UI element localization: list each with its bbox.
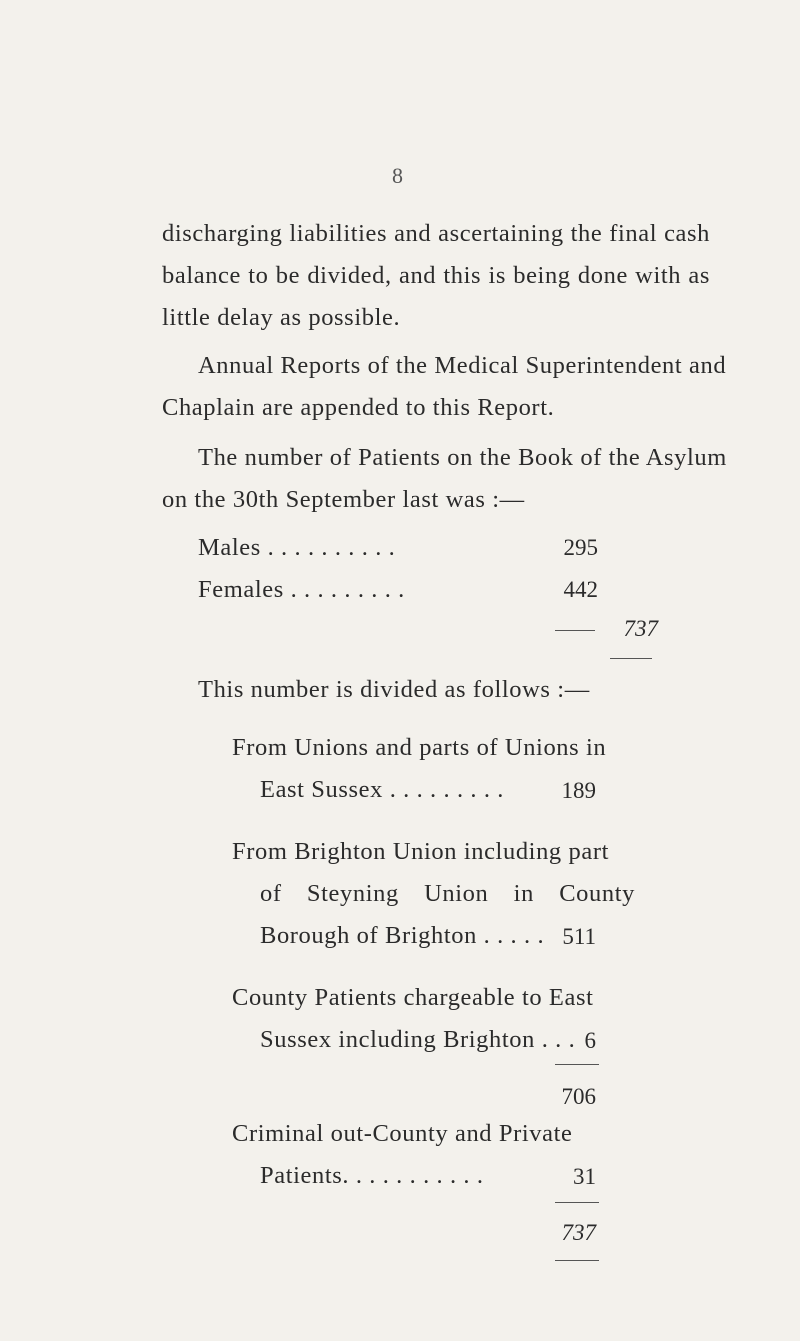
brighton-value: 511 xyxy=(562,924,596,949)
grand-total-rule-top xyxy=(555,1202,599,1203)
brighton-line-2: of Steyning Union in County xyxy=(260,880,635,907)
division-intro: This number is divided as follows :— xyxy=(198,676,590,703)
county-line-1: County Patients chargeable to East xyxy=(232,984,594,1011)
unions-value: 189 xyxy=(561,778,596,803)
paragraph-3-line-1: The number of Patients on the Book of the Asylum xyxy=(198,444,727,471)
paragraph-1-line-3: little delay as possible. xyxy=(162,304,401,331)
census-subtotal-rule xyxy=(555,630,595,631)
males-label: Males . . . . . . . . . . xyxy=(198,534,396,561)
subtotal-rule xyxy=(555,1064,599,1065)
paragraph-1-line-1: discharging liabilities and ascertaining the final cash xyxy=(162,220,710,247)
brighton-line-3: Borough of Brighton . . . . . xyxy=(260,922,545,949)
unions-line-1: From Unions and parts of Unions in xyxy=(232,734,607,761)
criminal-line-2: Patients. . . . . . . . . . . xyxy=(260,1162,484,1189)
paragraph-2-line-2: Chaplain are appended to this Report. xyxy=(162,394,555,421)
page-number: 8 xyxy=(392,163,403,188)
census-total-value: 737 xyxy=(623,616,658,641)
paragraph-3-line-2: on the 30th September last was :— xyxy=(162,486,525,513)
county-line-2: Sussex including Brighton . . . xyxy=(260,1026,576,1053)
subtotal-value: 706 xyxy=(561,1084,596,1109)
unions-line-2: East Sussex . . . . . . . . . xyxy=(260,776,505,803)
paragraph-2-line-1: Annual Reports of the Medical Superintendent and xyxy=(198,352,727,379)
males-value: 295 xyxy=(563,535,598,560)
brighton-line-1: From Brighton Union including part xyxy=(232,838,609,865)
census-total-rule xyxy=(610,658,652,659)
females-value: 442 xyxy=(563,577,598,602)
paragraph-1-line-2: balance to be divided, and this is being done with as xyxy=(162,262,710,289)
criminal-value: 31 xyxy=(573,1164,596,1189)
criminal-line-1: Criminal out-County and Private xyxy=(232,1120,573,1147)
grand-total-rule-bottom xyxy=(555,1260,599,1261)
grand-total-value: 737 xyxy=(561,1220,596,1245)
females-label: Females . . . . . . . . . xyxy=(198,576,405,603)
county-value: 6 xyxy=(584,1028,596,1053)
